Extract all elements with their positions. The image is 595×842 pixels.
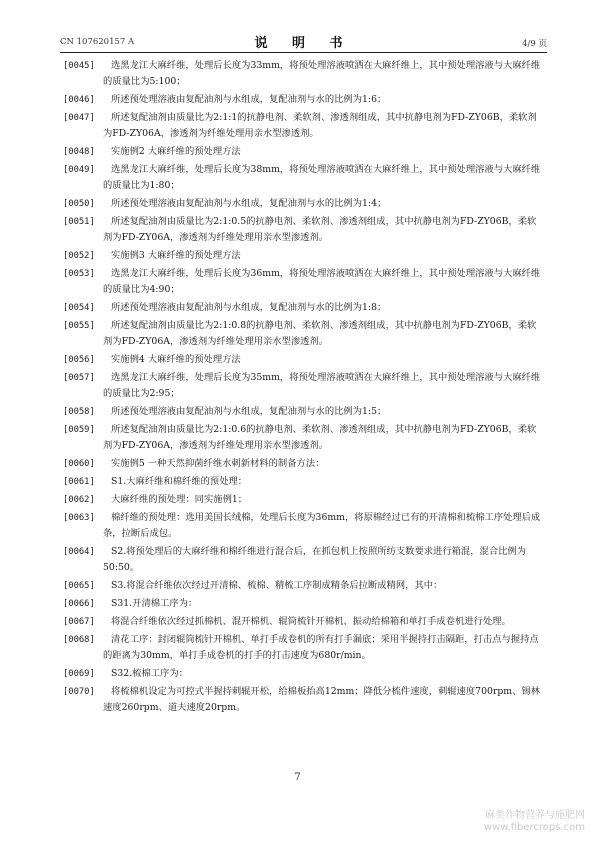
paragraph-number: [0068] (63, 635, 95, 645)
paragraph-number: [0066] (63, 599, 95, 609)
paragraph (63, 214, 541, 246)
paragraph-text: 所述预处理溶液由复配油剂与水组成，复配油剂与水的比例为1:6； (111, 94, 387, 105)
watermark-title: 麻类作物营养与施肥网 (485, 810, 585, 821)
paragraph (63, 456, 541, 472)
paragraph-text: 将梳棉机设定为可控式半握持刺辊开松，给棉板抬高12mm；降低分梳件速度，刺辊速度700rpm、锡林速度260rpm、道夫速度20rpm。 (103, 686, 540, 713)
paragraph-number: [0054] (63, 303, 95, 313)
page-header (60, 30, 547, 53)
paragraph-number: [0061] (63, 477, 95, 487)
page-number: 7 (294, 772, 301, 783)
paragraph-number: [0067] (63, 617, 95, 627)
paragraph (63, 632, 541, 664)
paragraph (63, 110, 541, 142)
paragraph (63, 474, 541, 490)
paragraph (63, 196, 541, 212)
paragraph-number: [0052] (63, 251, 95, 261)
paragraph-text: 所述预处理溶液由复配油剂与水组成，复配油剂与水的比例为1:8； (111, 302, 387, 313)
paragraph-number: [0060] (63, 459, 95, 469)
paragraph (63, 58, 541, 90)
paragraph-number: [0055] (63, 321, 95, 331)
document-body (63, 58, 541, 718)
paragraph (63, 596, 541, 612)
paragraph (63, 666, 541, 682)
paragraph (63, 318, 541, 350)
paragraph-number: [0059] (63, 425, 95, 435)
paragraph (63, 144, 541, 160)
paragraph-text: 大麻纤维的预处理：同实施例1； (111, 494, 248, 505)
paragraph-number: [0051] (63, 217, 95, 227)
paragraph (63, 578, 541, 594)
paragraph-text: S32.梳棉工序为： (111, 668, 188, 679)
paragraph-number: [0065] (63, 581, 95, 591)
paragraph (63, 92, 541, 108)
paragraph-text: 选黑龙江大麻纤维，处理后长度为35mm，将预处理溶液喷洒在大麻纤维上，其中预处理溶液与大麻纤维的质量比为2:95； (103, 372, 541, 399)
paragraph-text: 选黑龙江大麻纤维，处理后长度为38mm，将预处理溶液喷洒在大麻纤维上，其中预处理溶液与大麻纤维的质量比为1:80； (103, 164, 541, 191)
paragraph (63, 614, 541, 630)
page-counter: 4/9 页 (522, 39, 547, 49)
paragraph-number: [0057] (63, 373, 95, 383)
paragraph-text: S31.开清棉工序为： (111, 598, 198, 609)
paragraph-text: 棉纤维的预处理：选用美国长绒棉，处理后长度为36mm，将原棉经过已有的开清棉和梳棉工序处理后成条，拉断后成包。 (103, 512, 541, 539)
paragraph-number: [0053] (63, 269, 95, 279)
watermark-url: www.fibercrops.com (483, 822, 585, 833)
paragraph-number: [0047] (63, 113, 95, 123)
paragraph-text: 将混合纤维依次经过抓棉机、混开棉机、辊筒梳针开棉机、振动给棉箱和单打手成卷机进行处理。 (111, 616, 511, 627)
paragraph-number: [0058] (63, 407, 95, 417)
paragraph-number: [0056] (63, 355, 95, 365)
paragraph-text: S1.大麻纤维和棉纤维的预处理： (111, 476, 248, 487)
paragraph (63, 370, 541, 402)
paragraph (63, 492, 541, 508)
paragraph-number: [0048] (63, 147, 95, 157)
paragraph-text: 实施例5 一种天然抑菌纤维水刺新材料的制备方法： (111, 458, 325, 469)
paragraph-text: 选黑龙江大麻纤维，处理后长度为33mm，将预处理溶液喷洒在大麻纤维上，其中预处理溶液与大麻纤维的质量比为5:100； (103, 60, 541, 87)
paragraph-text: S3.将混合纤维依次经过开清棉、梳棉、精梳工序制成精条后拉断成精网，其中： (111, 580, 443, 591)
paragraph-number: [0050] (63, 199, 95, 209)
paragraph (63, 352, 541, 368)
paragraph (63, 162, 541, 194)
paragraph-number: [0062] (63, 495, 95, 505)
paragraph-text: 所述复配油剂由质量比为2:1:0.8的抗静电剂、柔软剂、渗透剂组成，其中抗静电剂为FD-ZY06B，柔软剂为FD-ZY06A，渗透剂为纤维处理用亲水型渗透剂。 (103, 320, 537, 347)
paragraph (63, 266, 541, 298)
paragraph (63, 300, 541, 316)
paragraph-number: [0064] (63, 547, 95, 557)
paragraph-text: 所述预处理溶液由复配油剂与水组成，复配油剂与水的比例为1:4； (111, 198, 387, 209)
publication-number: CN 107620157 A (60, 37, 135, 47)
paragraph-text: 实施例4 大麻纤维的预处理方法 (111, 354, 241, 365)
paragraph-text: 所述预处理溶液由复配油剂与水组成，复配油剂与水的比例为1:5； (111, 406, 387, 417)
paragraph-number: [0046] (63, 95, 95, 105)
paragraph-text: 所述复配油剂由质量比为2:1:0.6的抗静电剂、柔软剂、渗透剂组成，其中抗静电剂为FD-ZY06B，柔软剂为FD-ZY06A，渗透剂为纤维处理用亲水型渗透剂。 (103, 424, 537, 451)
paragraph-number: [0063] (63, 513, 95, 523)
paragraph (63, 684, 541, 716)
paragraph-text: 所述复配油剂由质量比为2:1:1的抗静电剂、柔软剂、渗透剂组成，其中抗静电剂为FD-ZY06B，柔软剂为FD-ZY06A，渗透剂为纤维处理用亲水型渗透剂。 (103, 112, 537, 139)
paragraph (63, 422, 541, 454)
paragraph-text: 清花工序：封闭辊筒梳针开棉机、单打手成卷机的所有打手漏底；采用半握持打击隔距，打击点与握持点的距离为30mm，单打手成卷机的打手的打击速度为680r/min。 (103, 634, 539, 661)
paragraph-number: [0045] (63, 61, 95, 71)
document-title: 说 明 书 (254, 36, 353, 51)
paragraph-number: [0070] (63, 687, 95, 697)
paragraph-text: 实施例3 大麻纤维的预处理方法 (111, 250, 241, 261)
paragraph (63, 544, 541, 576)
paragraph-text: S2.将预处理后的大麻纤维和棉纤维进行混合后，在抓包机上按照所纺支数要求进行箱混，混合比例为50:50。 (103, 546, 527, 573)
paragraph (63, 248, 541, 264)
paragraph (63, 404, 541, 420)
watermark (484, 810, 585, 834)
paragraph-number: [0049] (63, 165, 95, 175)
paragraph-text: 选黑龙江大麻纤维，处理后长度为36mm，将预处理溶液喷洒在大麻纤维上，其中预处理溶液与大麻纤维的质量比为4:90； (103, 268, 541, 295)
paragraph-text: 实施例2 大麻纤维的预处理方法 (111, 146, 241, 157)
paragraph (63, 510, 541, 542)
paragraph-text: 所述复配油剂由质量比为2:1:0.5的抗静电剂、柔软剂、渗透剂组成，其中抗静电剂为FD-ZY06B，柔软剂为FD-ZY06A，渗透剂为纤维处理用亲水型渗透剂。 (103, 216, 537, 243)
paragraph-number: [0069] (63, 669, 95, 679)
